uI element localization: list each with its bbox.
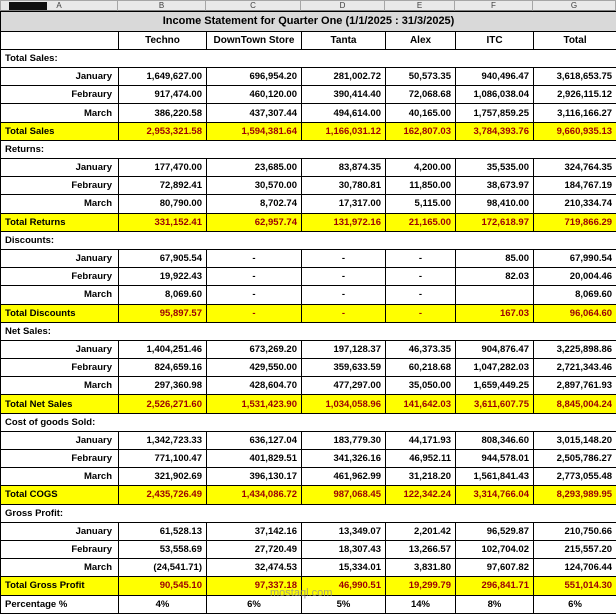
cell[interactable]: 9,660,935.13 [534, 122, 616, 140]
cell[interactable]: 18,307.43 [302, 540, 386, 558]
cell[interactable]: 82.03 [456, 268, 534, 286]
cell[interactable]: 8,069.60 [119, 286, 207, 304]
table-row [1, 104, 616, 122]
cell[interactable]: 321,902.69 [119, 468, 207, 486]
column-letter-label: E [416, 1, 423, 10]
cell[interactable]: 46,990.51 [302, 577, 386, 595]
cell[interactable]: 904,876.47 [456, 340, 534, 358]
row-label[interactable]: March [1, 559, 119, 577]
cell[interactable]: 8,293,989.95 [534, 486, 616, 504]
cell[interactable]: 37,142.16 [207, 522, 302, 540]
cell[interactable]: 85.00 [456, 249, 534, 267]
cell[interactable]: 8% [456, 595, 534, 613]
section-header-cost-of-goods-sold[interactable]: Cost of goods Sold: [1, 413, 616, 431]
total-row [1, 486, 616, 504]
row-label[interactable]: January [1, 431, 119, 449]
percentage-row [1, 595, 616, 613]
cell[interactable]: 390,414.40 [302, 86, 386, 104]
cell[interactable]: - [302, 286, 386, 304]
cell[interactable]: 197,128.37 [302, 340, 386, 358]
cell[interactable]: (24,541.71) [119, 559, 207, 577]
corner-box [9, 2, 47, 10]
cell[interactable]: 1,342,723.33 [119, 431, 207, 449]
table-row [1, 468, 616, 486]
cell[interactable]: 917,474.00 [119, 86, 207, 104]
table-row [1, 249, 616, 267]
cell[interactable]: 72,068.68 [386, 86, 456, 104]
cell[interactable]: 940,496.47 [456, 68, 534, 86]
section-row [1, 49, 616, 67]
cell[interactable]: 172,618.97 [456, 213, 534, 231]
row-label[interactable]: January [1, 68, 119, 86]
cell[interactable]: 124,706.44 [534, 559, 616, 577]
cell[interactable]: 50,573.35 [386, 68, 456, 86]
cell[interactable]: 13,349.07 [302, 522, 386, 540]
cell[interactable]: 2,435,726.49 [119, 486, 207, 504]
column-header-empty[interactable] [1, 31, 119, 49]
cell[interactable]: 6% [207, 595, 302, 613]
cell[interactable]: 141,642.03 [386, 395, 456, 413]
total-label[interactable]: Total Returns [1, 213, 119, 231]
cell[interactable]: 636,127.04 [207, 431, 302, 449]
table-row [1, 268, 616, 286]
cell[interactable]: 72,892.41 [119, 177, 207, 195]
table-row [1, 195, 616, 213]
cell[interactable]: 98,410.00 [456, 195, 534, 213]
cell[interactable]: 19,299.79 [386, 577, 456, 595]
column-letter-g[interactable] [533, 0, 616, 11]
cell[interactable]: 21,165.00 [386, 213, 456, 231]
column-letter-label: D [339, 1, 346, 10]
cell[interactable]: 210,750.66 [534, 522, 616, 540]
header-row [1, 31, 616, 49]
total-label[interactable]: Total Discounts [1, 304, 119, 322]
section-row [1, 413, 616, 431]
table-row [1, 359, 616, 377]
cell[interactable]: 131,972.16 [302, 213, 386, 231]
cell[interactable]: 3,831.80 [386, 559, 456, 577]
table-row [1, 68, 616, 86]
cell[interactable]: 719,866.29 [534, 213, 616, 231]
column-letter-d[interactable] [301, 0, 385, 11]
total-label[interactable]: Total Sales [1, 122, 119, 140]
cell[interactable]: 341,326.16 [302, 450, 386, 468]
cell[interactable]: 31,218.20 [386, 468, 456, 486]
cell[interactable]: - [386, 249, 456, 267]
table-row [1, 377, 616, 395]
cell[interactable]: 1,034,058.96 [302, 395, 386, 413]
cell[interactable]: - [386, 286, 456, 304]
cell[interactable]: 3,611,607.75 [456, 395, 534, 413]
income-statement-spreadsheet [0, 11, 616, 614]
cell[interactable]: 4,200.00 [386, 159, 456, 177]
cell[interactable]: - [207, 304, 302, 322]
section-row [1, 140, 616, 158]
section-header-returns[interactable]: Returns: [1, 140, 616, 158]
cell[interactable]: 27,720.49 [207, 540, 302, 558]
cell[interactable]: 696,954.20 [207, 68, 302, 86]
cell[interactable]: 97,607.82 [456, 559, 534, 577]
cell[interactable]: 183,779.30 [302, 431, 386, 449]
cell[interactable]: 19,922.43 [119, 268, 207, 286]
cell[interactable]: 177,470.00 [119, 159, 207, 177]
cell[interactable]: 20,004.46 [534, 268, 616, 286]
row-label[interactable]: March [1, 286, 119, 304]
cell[interactable]: 3,314,766.04 [456, 486, 534, 504]
cell[interactable]: 1,434,086.72 [207, 486, 302, 504]
column-letter-c[interactable] [206, 0, 301, 11]
cell[interactable]: 2,505,786.27 [534, 450, 616, 468]
cell[interactable]: 122,342.24 [386, 486, 456, 504]
column-letter-label: F [491, 1, 496, 10]
cell[interactable]: - [386, 304, 456, 322]
row-label[interactable]: March [1, 377, 119, 395]
section-header-gross-profit[interactable]: Gross Profit: [1, 504, 616, 522]
cell[interactable]: 40,165.00 [386, 104, 456, 122]
cell[interactable]: - [302, 249, 386, 267]
row-label[interactable]: March [1, 104, 119, 122]
total-row [1, 304, 616, 322]
cell[interactable]: 1,404,251.46 [119, 340, 207, 358]
cell[interactable]: 281,002.72 [302, 68, 386, 86]
cell[interactable]: - [302, 268, 386, 286]
row-label[interactable]: Febraury [1, 86, 119, 104]
total-label[interactable]: Total Net Sales [1, 395, 119, 413]
cell[interactable]: 13,266.57 [386, 540, 456, 558]
cell[interactable]: 96,064.60 [534, 304, 616, 322]
percentage-label[interactable]: Percentage % [1, 595, 119, 613]
cell[interactable]: 44,171.93 [386, 431, 456, 449]
cell[interactable]: 62,957.74 [207, 213, 302, 231]
cell[interactable]: 8,845,004.24 [534, 395, 616, 413]
cell[interactable]: 1,531,423.90 [207, 395, 302, 413]
row-label[interactable]: January [1, 159, 119, 177]
row-label[interactable]: January [1, 340, 119, 358]
column-letter-e[interactable] [385, 0, 455, 11]
cell[interactable]: 53,558.69 [119, 540, 207, 558]
cell[interactable]: 1,757,859.25 [456, 104, 534, 122]
table-row [1, 340, 616, 358]
cell[interactable]: - [207, 286, 302, 304]
column-header-itc[interactable]: ITC [456, 31, 534, 49]
cell[interactable]: 3,116,166.27 [534, 104, 616, 122]
cell[interactable]: 987,068.45 [302, 486, 386, 504]
total-label[interactable]: Total COGS [1, 486, 119, 504]
column-letter-b[interactable] [118, 0, 206, 11]
cell[interactable]: 67,990.54 [534, 249, 616, 267]
cell[interactable]: 90,545.10 [119, 577, 207, 595]
cell[interactable]: 167.03 [456, 304, 534, 322]
cell[interactable]: 32,474.53 [207, 559, 302, 577]
table-row [1, 522, 616, 540]
cell[interactable]: 429,550.00 [207, 359, 302, 377]
column-letter-label: C [250, 1, 256, 10]
cell[interactable]: 386,220.58 [119, 104, 207, 122]
column-header-downtown-store[interactable]: DownTown Store [207, 31, 302, 49]
cell[interactable]: 102,704.02 [456, 540, 534, 558]
cell[interactable]: 30,780.81 [302, 177, 386, 195]
cell[interactable]: - [207, 268, 302, 286]
cell[interactable]: 824,659.16 [119, 359, 207, 377]
cell[interactable]: 17,317.00 [302, 195, 386, 213]
cell[interactable]: 3,784,393.76 [456, 122, 534, 140]
row-label[interactable]: Febraury [1, 359, 119, 377]
cell[interactable]: 1,047,282.03 [456, 359, 534, 377]
table-row [1, 559, 616, 577]
cell[interactable]: 23,685.00 [207, 159, 302, 177]
cell[interactable]: 2,201.42 [386, 522, 456, 540]
cell[interactable]: 3,618,653.75 [534, 68, 616, 86]
cell[interactable]: 96,529.87 [456, 522, 534, 540]
total-row [1, 213, 616, 231]
cell[interactable]: 494,614.00 [302, 104, 386, 122]
total-row [1, 395, 616, 413]
cell[interactable]: 460,120.00 [207, 86, 302, 104]
cell[interactable]: 1,594,381.64 [207, 122, 302, 140]
cell[interactable]: 1,086,038.04 [456, 86, 534, 104]
cell[interactable]: 38,673.97 [456, 177, 534, 195]
cell[interactable]: 35,050.00 [386, 377, 456, 395]
cell[interactable] [456, 286, 534, 304]
cell[interactable]: 30,570.00 [207, 177, 302, 195]
cell[interactable]: 401,829.51 [207, 450, 302, 468]
cell[interactable]: 2,953,321.58 [119, 122, 207, 140]
cell[interactable]: 551,014.30 [534, 577, 616, 595]
cell[interactable]: 428,604.70 [207, 377, 302, 395]
column-header-alex[interactable]: Alex [386, 31, 456, 49]
section-row [1, 322, 616, 340]
cell[interactable]: 67,905.54 [119, 249, 207, 267]
section-header-net-sales[interactable]: Net Sales: [1, 322, 616, 340]
cell[interactable]: 437,307.44 [207, 104, 302, 122]
table-row [1, 86, 616, 104]
cell[interactable]: 46,373.35 [386, 340, 456, 358]
cell[interactable]: 61,528.13 [119, 522, 207, 540]
cell[interactable]: 944,578.01 [456, 450, 534, 468]
row-label[interactable]: Febraury [1, 177, 119, 195]
cell[interactable]: 673,269.20 [207, 340, 302, 358]
cell[interactable]: 46,952.11 [386, 450, 456, 468]
cell[interactable]: 2,897,761.93 [534, 377, 616, 395]
column-letter-label: G [570, 1, 578, 10]
cell[interactable]: 359,633.59 [302, 359, 386, 377]
cell[interactable]: 2,526,271.60 [119, 395, 207, 413]
table-row [1, 540, 616, 558]
cell[interactable]: 324,764.35 [534, 159, 616, 177]
row-label[interactable]: March [1, 195, 119, 213]
cell[interactable]: 8,069.60 [534, 286, 616, 304]
cell[interactable]: 184,767.19 [534, 177, 616, 195]
cell[interactable]: 297,360.98 [119, 377, 207, 395]
cell[interactable]: 60,218.68 [386, 359, 456, 377]
section-row [1, 231, 616, 249]
cell[interactable]: 477,297.00 [302, 377, 386, 395]
cell[interactable]: 6% [534, 595, 616, 613]
section-row [1, 504, 616, 522]
cell[interactable]: 215,557.20 [534, 540, 616, 558]
column-header-techno[interactable]: Techno [119, 31, 207, 49]
cell[interactable]: 83,874.35 [302, 159, 386, 177]
total-label[interactable]: Total Gross Profit [1, 577, 119, 595]
cell[interactable]: - [386, 268, 456, 286]
total-row [1, 122, 616, 140]
row-label[interactable]: January [1, 249, 119, 267]
column-header-total[interactable]: Total [534, 31, 616, 49]
row-label[interactable]: March [1, 468, 119, 486]
row-label[interactable]: Febraury [1, 268, 119, 286]
table-row [1, 431, 616, 449]
cell[interactable]: 3,225,898.86 [534, 340, 616, 358]
cell[interactable]: 461,962.99 [302, 468, 386, 486]
column-letter-label: A [56, 1, 62, 10]
total-row [1, 577, 616, 595]
cell[interactable]: 210,334.74 [534, 195, 616, 213]
cell[interactable]: 35,535.00 [456, 159, 534, 177]
column-letter-f[interactable] [455, 0, 533, 11]
cell[interactable]: 3,015,148.20 [534, 431, 616, 449]
column-letter-a[interactable] [0, 0, 118, 11]
table-row [1, 286, 616, 304]
cell[interactable]: 8,702.74 [207, 195, 302, 213]
cell[interactable]: 1,649,627.00 [119, 68, 207, 86]
section-header-total-sales[interactable]: Total Sales: [1, 49, 616, 67]
cell[interactable]: 296,841.71 [456, 577, 534, 595]
cell[interactable]: 1,166,031.12 [302, 122, 386, 140]
row-label[interactable]: Febraury [1, 450, 119, 468]
cell[interactable]: 331,152.41 [119, 213, 207, 231]
cell[interactable]: 1,659,449.25 [456, 377, 534, 395]
column-header-tanta[interactable]: Tanta [302, 31, 386, 49]
cell[interactable]: 2,773,055.48 [534, 468, 616, 486]
cell[interactable]: 5% [302, 595, 386, 613]
cell[interactable]: 771,100.47 [119, 450, 207, 468]
cell[interactable]: 4% [119, 595, 207, 613]
table-row [1, 159, 616, 177]
cell[interactable]: 162,807.03 [386, 122, 456, 140]
cell[interactable]: 1,561,841.43 [456, 468, 534, 486]
row-label[interactable]: Febraury [1, 540, 119, 558]
cell[interactable]: 5,115.00 [386, 195, 456, 213]
cell[interactable]: 2,721,343.46 [534, 359, 616, 377]
table-row [1, 177, 616, 195]
cell[interactable]: - [207, 249, 302, 267]
row-label[interactable]: January [1, 522, 119, 540]
cell[interactable]: 14% [386, 595, 456, 613]
cell[interactable]: 95,897.57 [119, 304, 207, 322]
cell[interactable]: 11,850.00 [386, 177, 456, 195]
cell[interactable]: 396,130.17 [207, 468, 302, 486]
cell[interactable]: 2,926,115.12 [534, 86, 616, 104]
column-letter-label: B [158, 1, 165, 10]
sheet-title[interactable]: Income Statement for Quarter One (1/1/2025 : 31/3/2025) [1, 12, 616, 32]
cell[interactable]: 15,334.01 [302, 559, 386, 577]
watermark: mostaql.com [270, 587, 333, 599]
cell[interactable]: 808,346.60 [456, 431, 534, 449]
column-letters-row [0, 0, 616, 11]
title-row [1, 12, 616, 32]
cell[interactable]: - [302, 304, 386, 322]
section-header-discounts[interactable]: Discounts: [1, 231, 616, 249]
table-row [1, 450, 616, 468]
cell[interactable]: 80,790.00 [119, 195, 207, 213]
cell[interactable]: 97,337.18 [207, 577, 302, 595]
